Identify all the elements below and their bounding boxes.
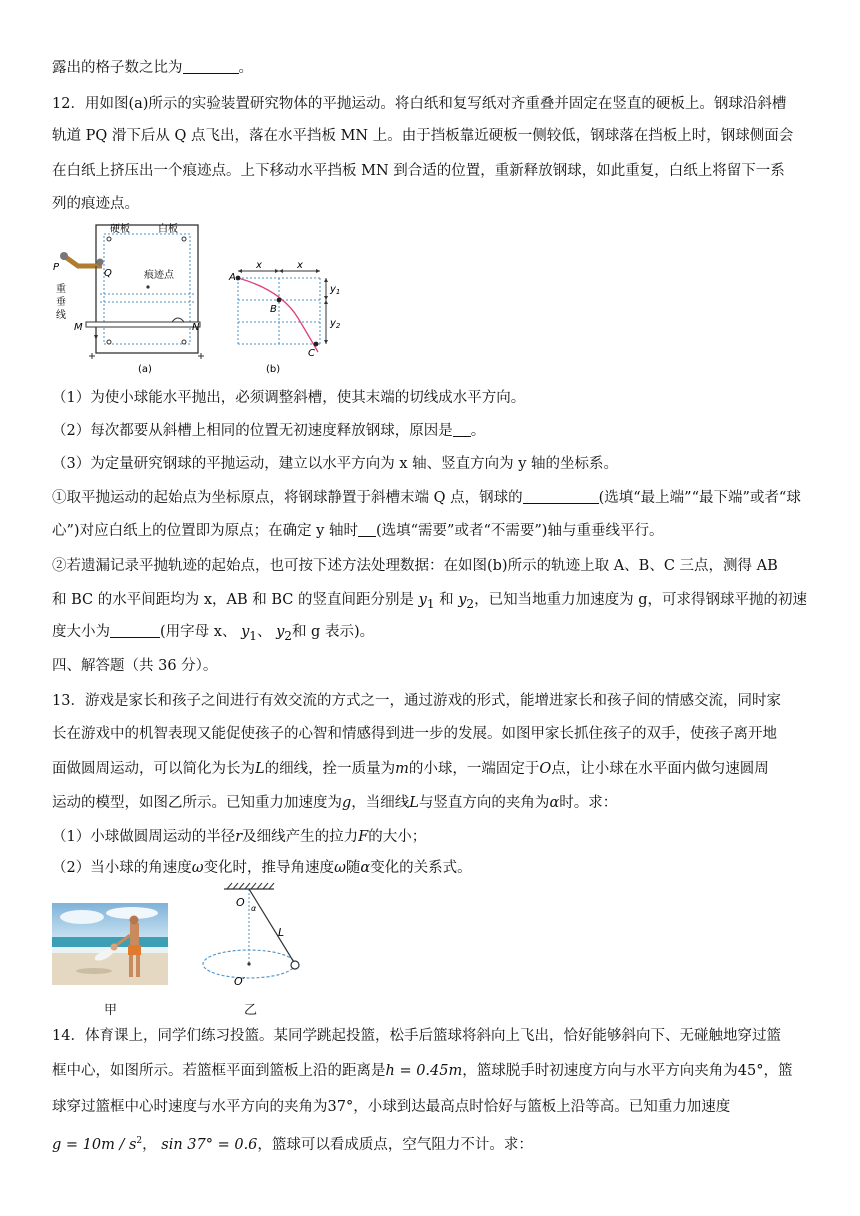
q12-circle-1-line-1: ①取平抛运动的起始点为坐标原点，将钢球静置于斜槽末端 Q 点，钢球的 (选填“最上端”“最下端”或者“球 (52, 490, 801, 506)
q14-line-1: 14．体育课上，同学们练习投篮。某同学跳起投篮，松手后篮球将斜向上飞出，恰好能够斜向下、无碰触地穿过篮 (52, 1028, 781, 1044)
label-y2: $y_2$ (330, 318, 341, 330)
q12-sub-3: （3）为定量研究钢球的平抛运动，建立以水平方向为 x 轴、竖直方向为 y 轴的坐标系。 (52, 456, 619, 472)
figure-b-trajectory (226, 256, 350, 376)
figure-a-apparatus (52, 218, 208, 376)
label-yingban: 硬板 (110, 224, 130, 235)
q14-line-2: 框中心，如图所示。若篮框平面到篮板上沿的距离是h = 0.45m，篮球脱手时初速度方向与水平方向夹角为45°，篮 (52, 1063, 793, 1079)
q13-line-3: 面做圆周运动，可以简化为长为L的细线，拴一质量为m的小球，一端固定于O点，让小球在水平面内做匀速圆周 (52, 761, 769, 777)
label-o: O (236, 896, 245, 909)
label-henji: 痕迹点 (144, 270, 174, 281)
label-b: B (270, 304, 277, 315)
q13-sub-1: （1）小球做圆周运动的半径r及细线产生的拉力F的大小； (52, 829, 427, 845)
section-4-heading: 四、解答题（共 36 分）。 (52, 658, 218, 674)
q12-line-2: 轨道 PQ 滑下后从 Q 点飞出，落在水平挡板 MN 上。由于挡板靠近硬板一侧较低，钢球落在挡板上时，钢球侧面会 (52, 128, 794, 144)
q13-line-4: 运动的模型，如图乙所示。已知重力加速度为g，当细线L与竖直方向的夹角为α时。求： (52, 795, 618, 811)
q13-sub-2: （2）当小球的角速度ω变化时，推导角速度ω随α变化的关系式。 (52, 860, 472, 876)
label-q: Q (104, 268, 112, 279)
figure-jia-photo (52, 903, 168, 985)
answer-blank (358, 521, 376, 537)
label-o-prime: O′ (234, 975, 246, 988)
q12-sub-1: （1）为使小球能水平抛出，必须调整斜槽，使其末端的切线成水平方向。 (52, 390, 526, 406)
beach-photo-illustration (52, 903, 168, 985)
answer-blank (110, 622, 160, 638)
label-a: A (229, 272, 236, 283)
label-l: L (278, 926, 285, 939)
label-x1: x (256, 260, 262, 271)
label-x2: x (297, 260, 303, 271)
caption-yi: 乙 (244, 1003, 258, 1018)
q12-line-1: 12．用如图(a)所示的实验装置研究物体的平抛运动。将白纸和复写纸对齐重叠并固定在竖直的硬板上。钢球沿斜槽 (52, 96, 787, 112)
label-alpha: α (251, 904, 257, 913)
label-chui: 垂 (56, 297, 66, 308)
q13-line-1: 13．游戏是家长和孩子之间进行有效交流的方式之一，通过游戏的形式，能增进家长和孩子间的情感交流，同时家 (52, 693, 781, 709)
q14-line-3: 球穿过篮框中心时速度与水平方向的夹角为37°，小球到达最高点时恰好与篮板上沿等高。已知重力加速度 (52, 1099, 731, 1115)
caption-b: (b) (266, 364, 281, 375)
q12-circle-2-line-3: 度大小为 (用字母 x、 $y_1$、 $y_2$和 g 表示)。 (52, 624, 375, 643)
answer-blank (523, 488, 599, 504)
prev-question-tail: 露出的格子数之比为 。 (52, 60, 253, 76)
caption-a: (a) (138, 364, 152, 375)
q12-line-3: 在白纸上挤压出一个痕迹点。上下移动水平挡板 MN 到合适的位置，重新释放钢球，如此重复，白纸上将留下一系 (52, 163, 785, 179)
figure-yi-conical-pendulum (194, 882, 314, 992)
label-p: P (53, 262, 60, 273)
answer-blank (453, 421, 471, 437)
label-xian: 线 (56, 310, 66, 321)
q12-line-4: 列的痕迹点。 (52, 196, 139, 212)
caption-jia: 甲 (104, 1003, 118, 1018)
q12-circle-2-line-2: 和 BC 的水平间距均为 x，AB 和 BC 的竖直间距分别是 $y_1$ 和 $y_2$，已知当地重力加速度为 g，可求得钢球平抛的初速 (52, 592, 807, 611)
label-m: M (74, 322, 83, 333)
label-chong: 重 (56, 284, 66, 295)
label-baiban: 白板 (158, 224, 178, 235)
q12-circle-1-line-2: 心”)对应白纸上的位置即为原点；在确定 y 轴时 (选填“需要”或者“不需要”)轴与重垂线平行。 (52, 523, 664, 539)
label-y1: $y_1$ (330, 284, 341, 296)
q13-line-2: 长在游戏中的机智表现又能促使孩子的心智和情感得到进一步的发展。如图甲家长抓住孩子的双手，使孩子离开地 (52, 726, 777, 742)
q12-sub-2: （2）每次都要从斜槽上相同的位置无初速度释放钢球，原因是 。 (52, 423, 486, 439)
label-n: N (192, 322, 200, 333)
label-c: C (308, 348, 315, 359)
q14-line-4: $g = 10m / s^2$， sin 37° = 0.6，篮球可以看成质点，空气阻力不计。求： (52, 1136, 533, 1153)
q12-circle-2-line-1: ②若遗漏记录平抛轨迹的起始点，也可按下述方法处理数据：在如图(b)所示的轨迹上取 A、B、C 三点，测得 AB (52, 558, 778, 574)
answer-blank (183, 58, 239, 74)
